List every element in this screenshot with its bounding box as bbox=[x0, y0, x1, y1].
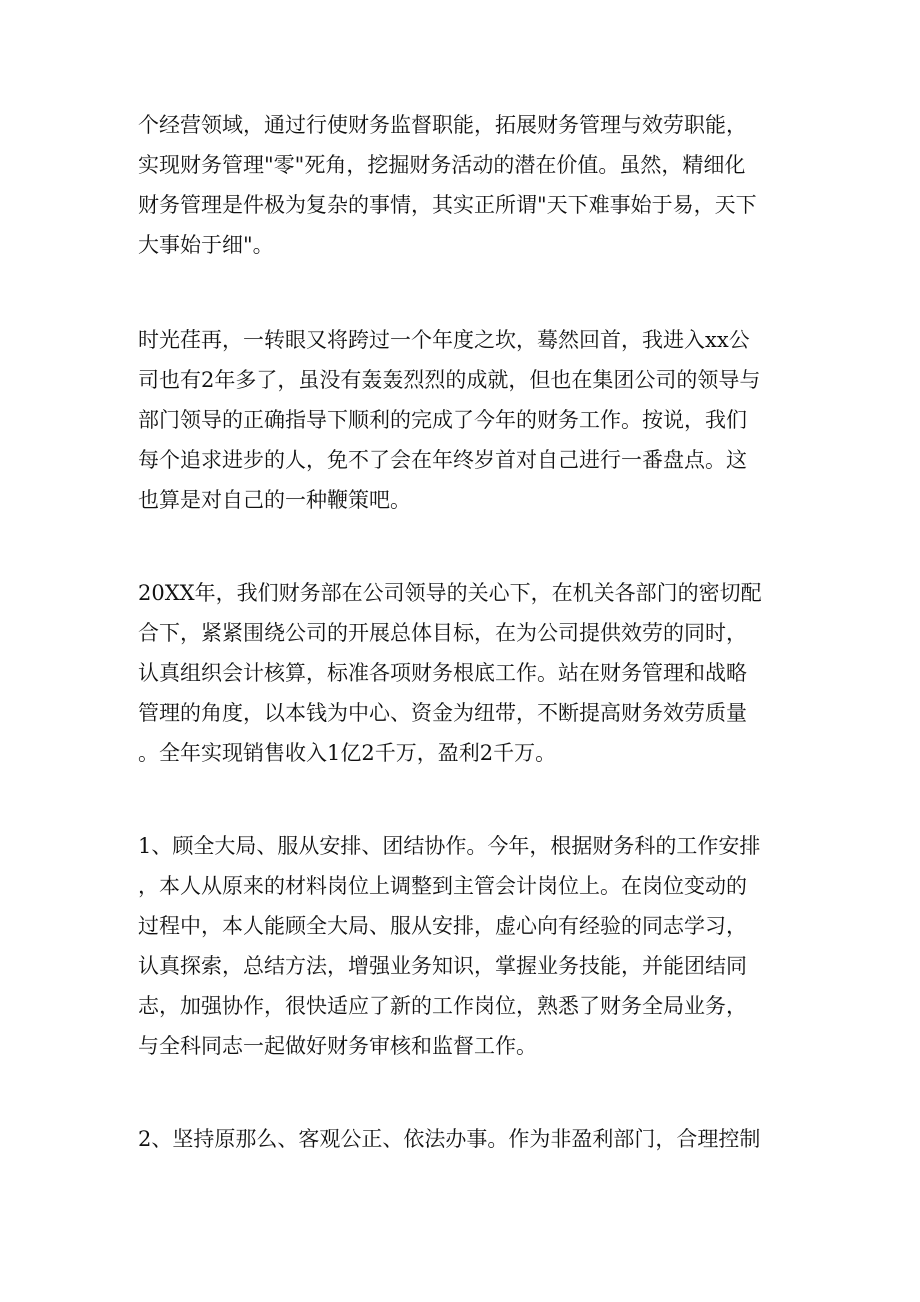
paragraph-5-line-1: 2、坚持原那么、客观公正、依法办事。作为非盈利部门，合理控制 bbox=[138, 1127, 761, 1151]
paragraph-2-line-5: 也算是对自己的一种鞭策吧。 bbox=[138, 488, 411, 512]
paragraph-4-line-6: 与全科同志一起做好财务审核和监督工作。 bbox=[138, 1034, 537, 1058]
paragraph-3-line-5: 。全年实现销售收入1亿2千万，盈利2千万。 bbox=[138, 741, 557, 765]
paragraph-3-line-2: 合下，紧紧围绕公司的开展总体目标，在为公司提供效劳的同时， bbox=[138, 621, 747, 645]
paragraph-3-line-1: 20XX年，我们财务部在公司领导的关心下，在机关各部门的密切配 bbox=[138, 581, 762, 605]
paragraph-1-line-4: 大事始于细"。 bbox=[138, 233, 274, 257]
paragraph-4-line-2: ，本人从原来的材料岗位上调整到主管会计岗位上。在岗位变动的 bbox=[138, 874, 747, 898]
paragraph-2-line-2: 司也有2年多了，虽没有轰轰烈烈的成就，但也在集团公司的领导与 bbox=[138, 368, 761, 392]
paragraph-4-line-4: 认真探索，总结方法，增强业务知识，掌握业务技能，并能团结同 bbox=[138, 954, 747, 978]
paragraph-2-line-3: 部门领导的正确指导下顺利的完成了今年的财务工作。按说，我们 bbox=[138, 408, 747, 432]
paragraph-1-line-3: 财务管理是件极为复杂的事情，其实正所谓"天下难事始于易，天下 bbox=[138, 193, 757, 217]
paragraph-4-line-3: 过程中，本人能顾全大局、服从安排，虚心向有经验的同志学习， bbox=[138, 914, 747, 938]
paragraph-4-line-5: 志，加强协作，很快适应了新的工作岗位，熟悉了财务全局业务， bbox=[138, 994, 747, 1018]
paragraph-1-line-2: 实现财务管理"零"死角，挖掘财务活动的潜在价值。虽然，精细化 bbox=[138, 153, 746, 177]
paragraph-4-line-1: 1、顾全大局、服从安排、团结协作。今年，根据财务科的工作安排 bbox=[138, 834, 761, 858]
paragraph-2-line-1: 时光荏再，一转眼又将跨过一个年度之坎，蓦然回首，我进入xx公 bbox=[138, 328, 750, 352]
paragraph-3-line-3: 认真组织会计核算，标准各项财务根底工作。站在财务管理和战略 bbox=[138, 661, 747, 685]
paragraph-1-line-1: 个经营领域，通过行使财务监督职能，拓展财务管理与效劳职能， bbox=[138, 113, 747, 137]
paragraph-3-line-4: 管理的角度，以本钱为中心、资金为纽带，不断提高财务效劳质量 bbox=[138, 701, 747, 725]
paragraph-2-line-4: 每个追求进步的人，免不了会在年终岁首对自己进行一番盘点。这 bbox=[138, 448, 747, 472]
